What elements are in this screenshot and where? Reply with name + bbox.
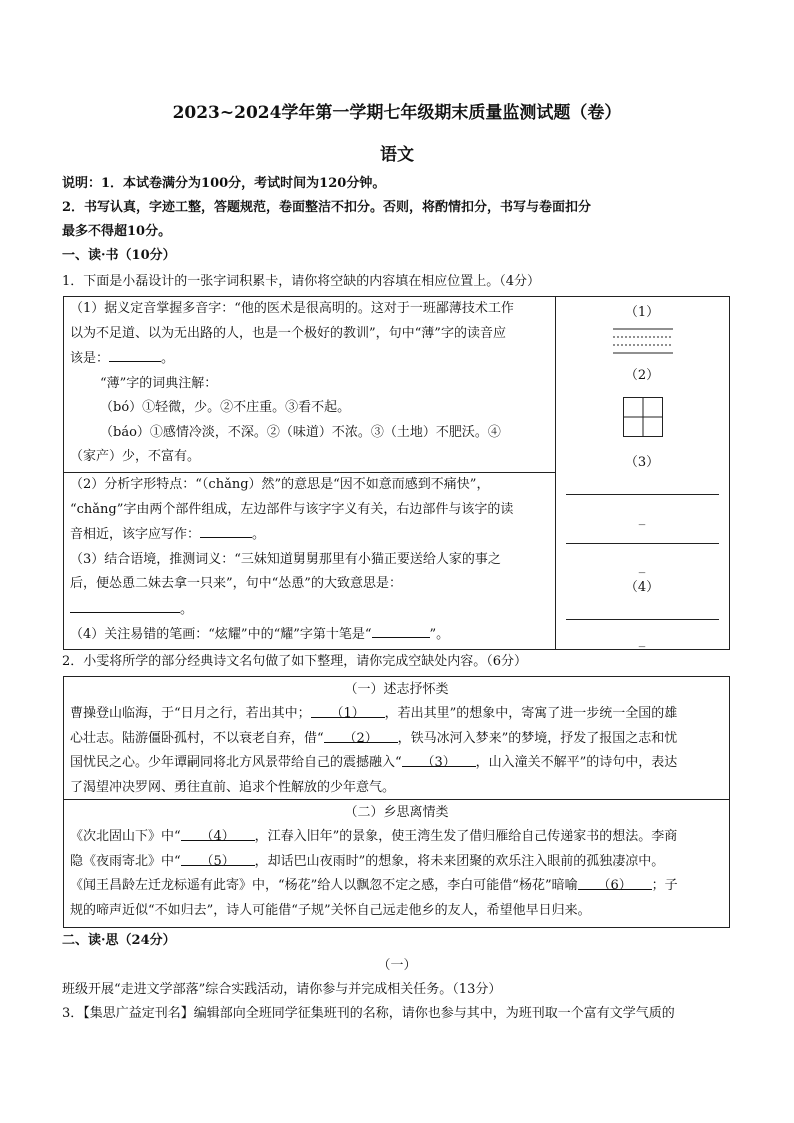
answer-label-2: （2） bbox=[624, 368, 660, 383]
answer-line[interactable] bbox=[566, 494, 719, 495]
answer-line[interactable] bbox=[566, 543, 719, 544]
section2-heading: 二、读·思（24分） bbox=[62, 933, 176, 948]
answer-label-3: （3） bbox=[624, 455, 660, 470]
poem-table bbox=[63, 676, 730, 928]
pinyin-writing-lines[interactable] bbox=[613, 327, 673, 357]
section1-heading: 一、读·书（10分） bbox=[62, 248, 176, 263]
question-3: 3．【集思广益定刊名】编辑部向全班同学征集班刊的名称，请你也参与其中，为班刊取一个富有文学气质的 bbox=[62, 1006, 675, 1021]
category-2-title: （二）乡思离情类 bbox=[344, 805, 449, 820]
answer-blank[interactable] bbox=[70, 597, 180, 613]
poem-blank-5[interactable]: （5） bbox=[181, 850, 255, 866]
category-2-body: 《次北固山下》中“ （4） ，江春入旧年”的景象，使王湾生发了借归雁给自己传递家书的想法。李商 隐《夜雨寄北》中“ （5） ，却话巴山夜雨时”的想象，将未来团聚的欢乐注入眼前的孤独凄凉中。 《闻王昌龄左迁龙标遥有此寄》中，“杨花”给人以飘忽不定之感，李白可能借“杨花”暗喻 （6） ；子 规的啼声近似“不如归去”，诗人可能借“子规”关怀自己远走他乡的友人，希望他早日归来。 bbox=[64, 825, 729, 923]
poem-blank-1[interactable]: （1） bbox=[311, 702, 385, 718]
category-1-body: 曹操登山临海，于“日月之行，若出其中； （1） ，若出其里”的想象中，寄寓了进一步统一全国的雄 心壮志。陆游僵卧孤村，不以衰老自弃，借“ （2） ，铁马冰河入梦来”的梦境，抒发了报国之志和忧 国忧民之心。少年谭嗣同将北方风景带给自己的震撼融入“ （3） ，山入潼关不解平”的诗句中，表达 了渴望冲决罗网、勇往直前、追求个性解放的少年意气。 bbox=[64, 702, 729, 800]
question-2: 2．小雯将所学的部分经典诗文名句做了如下整理，请你完成空缺处内容。（6分） bbox=[62, 654, 528, 669]
exam-title: 2023~2024学年第一学期七年级期末质量监测试题（卷） bbox=[172, 103, 622, 123]
answer-label-1: （1） bbox=[624, 305, 660, 320]
card-part-1: （1）据义定音掌握多音字：“他的医术是很高明的。这对于一班鄙薄技术工作 以为不足道、以为无出路的人，也是一个极好的教训”，句中“薄”字的读音应 该是： 。 “薄”字的词典注解： （bó）①轻微，少。②不庄重。③看不起。 （báo）①感情冷淡，不深。②（味道）不浓。③（土地）不肥沃。④ （家产）少，不富有。 bbox=[70, 301, 514, 464]
answer-blank[interactable] bbox=[109, 346, 161, 362]
section2-subheading: （一） bbox=[377, 958, 417, 973]
poem-blank-4[interactable]: （4） bbox=[181, 825, 255, 841]
card-part-2: （2）分析字形特点：“（chǎng）然”的意思是“因不如意而感到不痛快”， “chǎng”字由两个部件组成，左边部件与该字字义有关，右边部件与该字的读 音相近，该字应写作： 。 （3）结合语境，推测词义：“三妹知道舅舅那里有小猫正要送给人家的事之 后，便怂恿二妹去拿一只来”，句中“怂恿”的大致意思是： 。 （4）关注易错的笔画：“炫耀”中的“耀”字第十笔是“ ”。 bbox=[70, 477, 514, 642]
tian-character-grid[interactable] bbox=[623, 397, 663, 437]
section2-intro: 班级开展“走进文学部落”综合实践活动，请你参与并完成相关任务。（13分） bbox=[62, 982, 502, 997]
instruction-line-3: 最多不得超10分。 bbox=[62, 224, 172, 239]
subject-title: 语文 bbox=[380, 145, 414, 165]
answer-dash: _ bbox=[638, 511, 646, 526]
answer-line[interactable] bbox=[566, 619, 719, 620]
poem-blank-3[interactable]: （3） bbox=[402, 751, 476, 767]
instruction-line-1: 说明：1．本试卷满分为100分，考试时间为120分钟。 bbox=[62, 176, 386, 191]
answer-dash: _ bbox=[638, 633, 646, 648]
answer-blank[interactable] bbox=[200, 522, 252, 538]
answer-label-4: （4） bbox=[624, 580, 660, 595]
answer-dash: _ bbox=[638, 559, 646, 574]
word-card-table bbox=[63, 296, 730, 650]
instruction-line-2: 2．书写认真，字迹工整，答题规范，卷面整洁不扣分。否则，将酌情扣分，书写与卷面扣分 bbox=[62, 200, 592, 215]
question-1: 1．下面是小磊设计的一张字词积累卡，请你将空缺的内容填在相应位置上。（4分） bbox=[62, 274, 541, 289]
poem-blank-6[interactable]: （6） bbox=[578, 874, 652, 890]
category-1-title: （一）述志抒怀类 bbox=[344, 682, 449, 697]
poem-blank-2[interactable]: （2） bbox=[324, 727, 398, 743]
answer-blank[interactable] bbox=[372, 622, 430, 638]
